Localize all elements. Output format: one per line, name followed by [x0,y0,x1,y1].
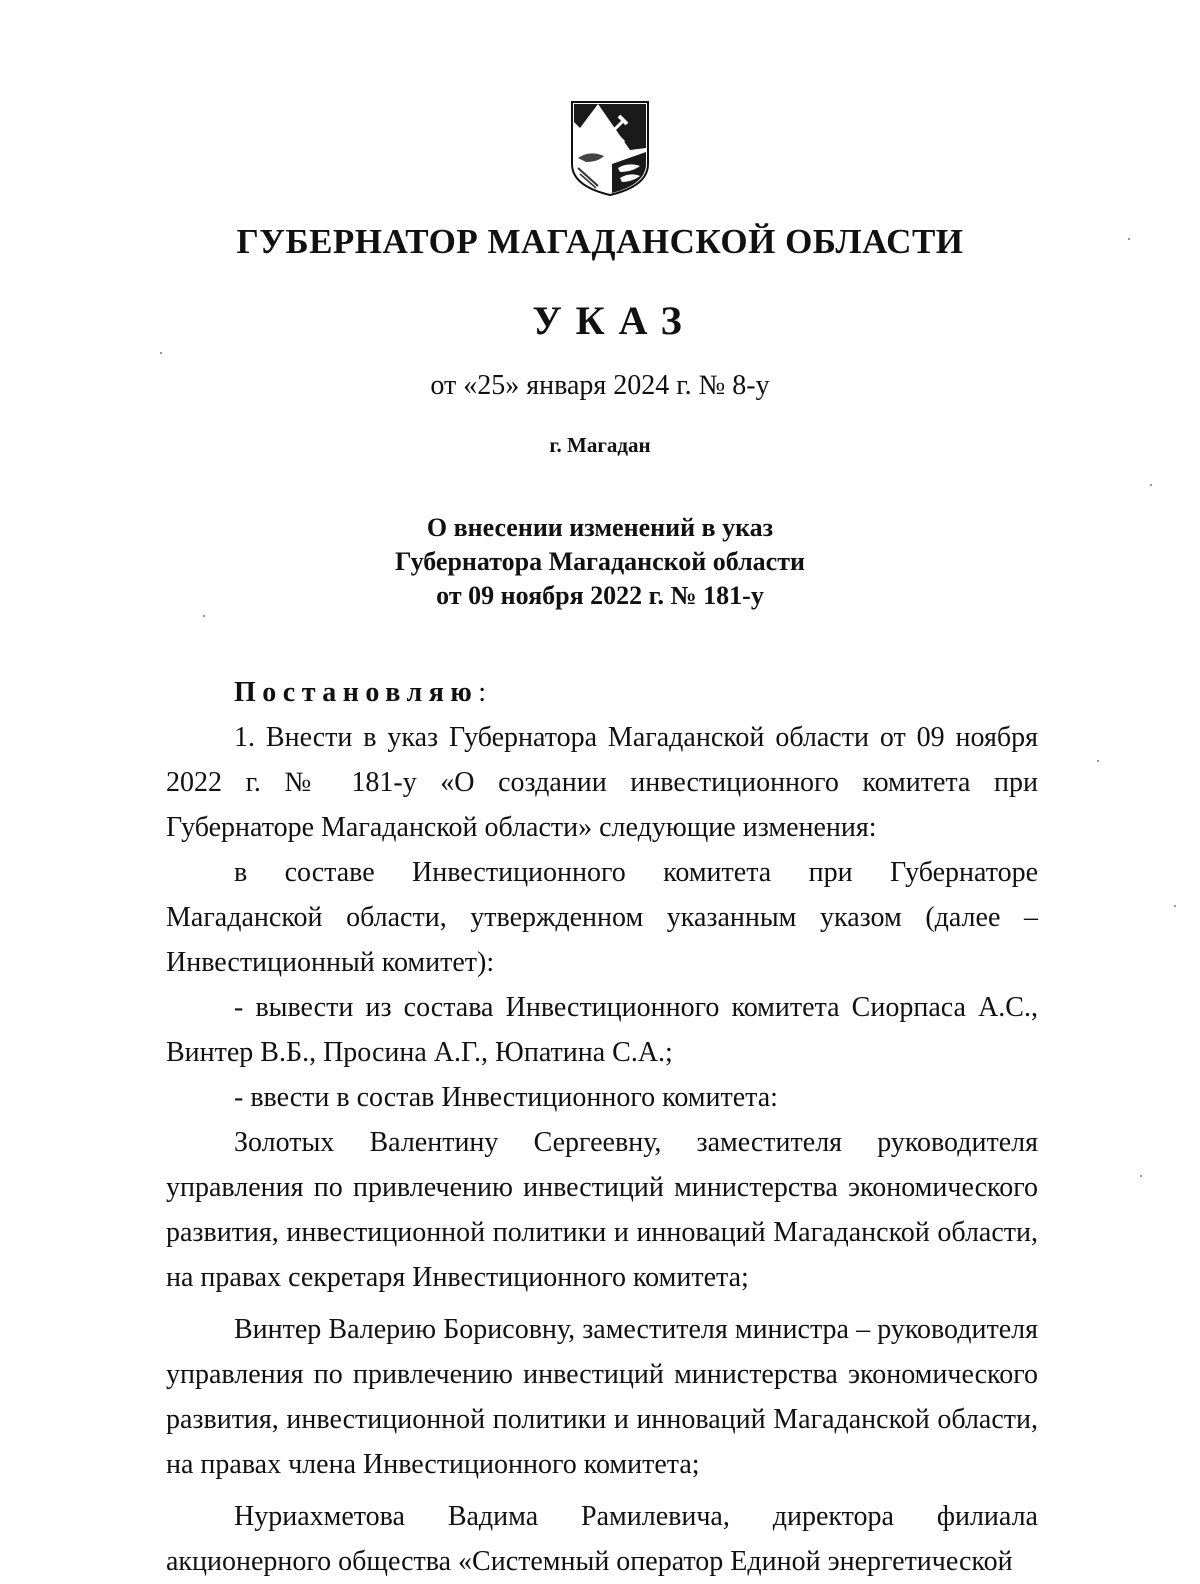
document-type: УКАЗ [532,298,696,343]
scan-speck [1150,484,1152,486]
body-paragraph: Винтер Валерию Борисовну, заместителя министра – руководителя управления по привлечению инвестиций министерства экономического развития, инвестиционной политики и инноваций Магаданской области, на правах члена Инвестиционного комитета; [166,1314,1038,1480]
resolution-lead-colon: : [478,677,487,708]
resolution-lead [166,670,1038,715]
document-body [166,670,1038,1584]
issuing-authority: ГУБЕРНАТОР МАГАДАНСКОЙ ОБЛАСТИ [236,222,964,261]
resolution-lead-word: Постановляю [234,677,479,708]
document-city: г. Магадан [549,433,651,457]
body-paragraph: 1. Внести в указ Губернатора Магаданской области от 09 ноября 2022 г. № 181-у «О создании инвестиционного комитета при Губернаторе Магаданской области» следующие изменения: [166,722,1038,843]
subject-line: О внесении изменений в указ [426,513,774,542]
body-paragraph: - вывести из состава Инвестиционного комитета Сиорпаса А.С., Винтер В.Б., Просина А.Г., Юпатина С.А.; [166,992,1038,1068]
scan-speck [1140,1175,1142,1177]
document-date-number: от «25» января 2024 г. № 8-у [430,370,770,401]
document-subject [0,511,1200,613]
body-paragraph: в составе Инвестиционного комитета при Губернаторе Магаданской области, утвержденном указанным указом (далее – Инвестиционный комитет): [166,857,1038,978]
scan-speck [1174,905,1176,907]
scan-speck [160,352,162,354]
body-paragraph: Золотых Валентину Сергеевну, заместителя руководителя управления по привлечению инвестиций министерства экономического развития, инвестиционной политики и инноваций Магаданской области, на правах секретаря Инвестиционного комитета; [166,1127,1038,1293]
magadan-coat-of-arms-icon [568,98,652,198]
subject-line: Губернатора Магаданской области [395,547,805,576]
body-paragraph: Нуриахметова Вадима Рамилевича, директора филиала акционерного общества «Системный оператор Единой энергетической [166,1501,1038,1577]
body-paragraph: - ввести в состав Инвестиционного комитета: [234,1082,778,1113]
subject-line: от 09 ноября 2022 г. № 181-у [436,581,764,610]
scan-speck [203,615,205,617]
scan-speck [1128,238,1130,240]
scan-speck [1097,760,1099,762]
